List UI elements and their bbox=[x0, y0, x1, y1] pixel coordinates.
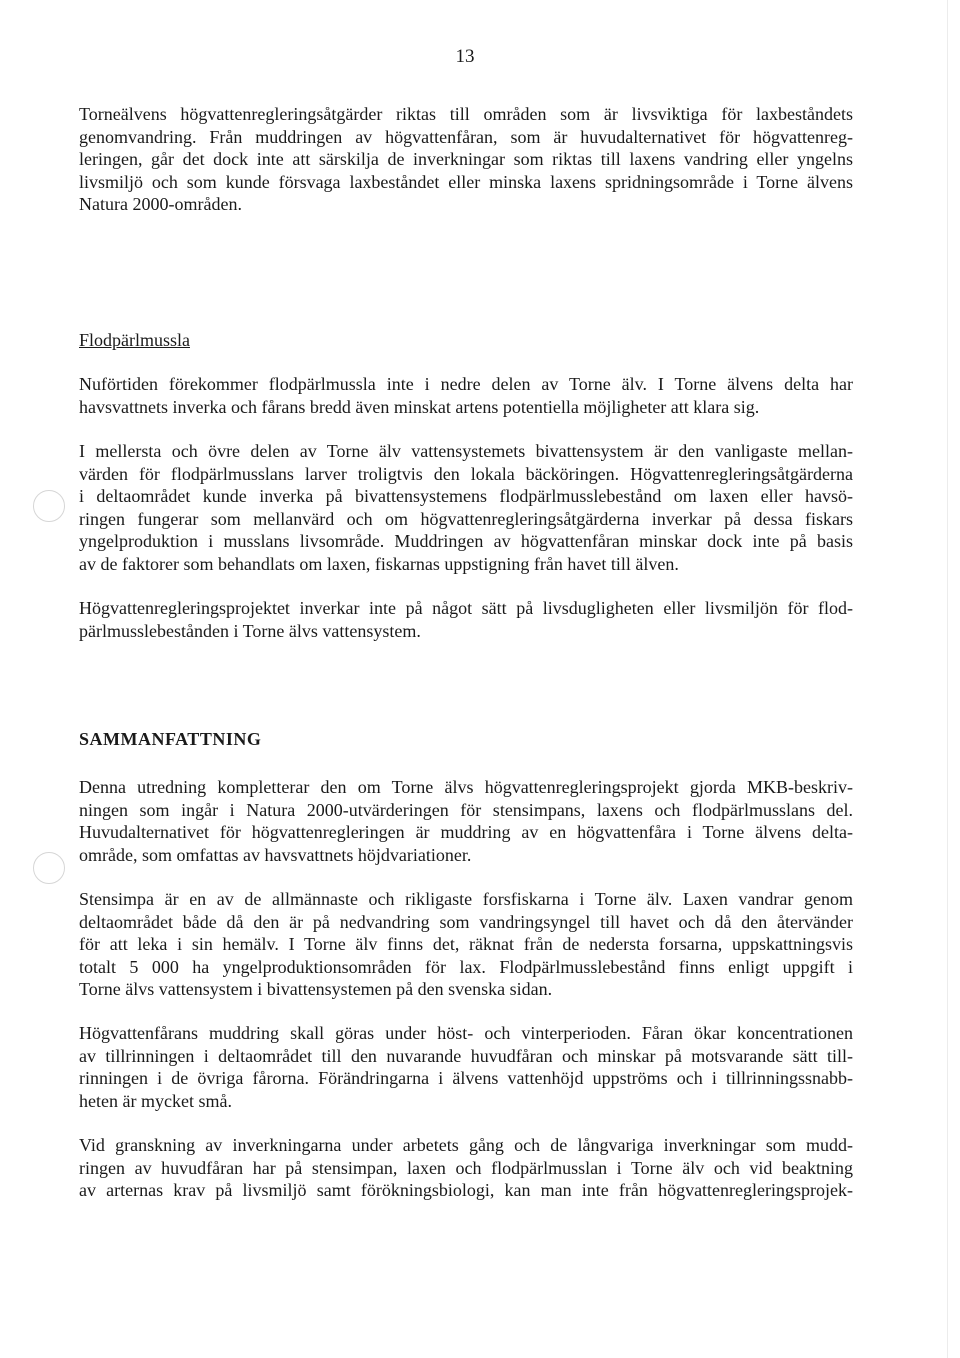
paragraph-laxbestandet bbox=[79, 103, 853, 216]
text-line: yngelproduktion i musslans livsområde. Muddringen av högvattenfåran minskar dock inte på basis bbox=[79, 531, 853, 551]
text-line: totalt 5 000 ha yngelproduktionsområden för lax. Flodpärlmusslebestånd finns enligt uppgift i bbox=[79, 956, 853, 977]
text-line: av arternas krav på livsmiljö samt förökningsbiologi, kan man inte från högvattenregleringsprojek- bbox=[79, 1180, 853, 1200]
text-line: Högvattenfårans muddring skall göras under höst- och vinterperioden. Fåran ökar koncentrationen bbox=[79, 1023, 853, 1043]
section-heading-sammanfattning: SAMMANFATTNING bbox=[79, 729, 262, 749]
text-line: ningen som ingår i Natura 2000-utvärderingen för stensimpans, laxens och flodpärlmusslans del. bbox=[79, 799, 853, 820]
text-line: livsmiljö och som kunde försvaga laxbeståndet eller minska laxens spridningsområde i Torne älvens bbox=[79, 171, 853, 192]
text-line: I mellersta och övre delen av Torne älv vattensystemets bivattensystem är den vanligaste mellan- bbox=[79, 441, 853, 461]
text-line: Denna utredning kompletterar den om Torne älvs högvattenregleringsprojekt gjorda MKB-beskriv- bbox=[79, 777, 853, 797]
text-line: deltaområdet både då den är på nedvandring som vandringsyngel till havet och då den återvänder bbox=[79, 911, 853, 932]
text-line: Vid granskning av inverkningarna under arbetets gång och de långvariga inverkningar som mudd- bbox=[79, 1135, 853, 1155]
text-line: heten är mycket små. bbox=[79, 1090, 232, 1111]
section-heading-flodparlmussla: Flodpärlmussla bbox=[79, 330, 190, 350]
text-line: Huvudalternativet för högvattenregleringen är muddring av en högvattenfåra i Torne älvens delta- bbox=[79, 822, 853, 842]
text-line: ringen av huvudfåran har på stensimpan, laxen och flodpärlmusslan i Torne älv och vid beaktning bbox=[79, 1157, 853, 1178]
punch-hole-mark bbox=[33, 490, 65, 522]
text-line: Stensimpa är en av de allmännaste och rikligaste forsfiskarna i Torne älv. Laxen vandrar genom bbox=[79, 889, 853, 909]
text-line: Torneälvens högvattenregleringsåtgärder riktas till områden som är livsviktiga för laxbeståndets bbox=[79, 104, 853, 124]
text-line: genomvandring. Från muddringen av högvattenfåran, som är huvudalternativet för högvattenreg- bbox=[79, 126, 853, 147]
scan-edge-line bbox=[947, 0, 948, 1358]
text-line: Torne älvs vattensystem i bivattensystemen på den svenska sidan. bbox=[79, 979, 553, 999]
text-line: av de faktorer som behandlats om laxen, fiskarnas uppstigning från havet till älven. bbox=[79, 553, 679, 574]
text-line: pärlmusslebestånden i Torne älvs vattensystem. bbox=[79, 620, 421, 641]
punch-hole-mark bbox=[33, 852, 65, 884]
paragraph-stensimpa bbox=[79, 888, 853, 1001]
text-line: rinningen i de övriga fårorna. Förändringarna i älvens vattenhöjd uppströms och i tillrinningssnabb- bbox=[79, 1068, 853, 1088]
text-line: Natura 2000-områden. bbox=[79, 194, 242, 214]
text-line: för att leka i sin hemälv. I Torne älv finns det, räknat från de nedersta forsarna, uppskattningsvis bbox=[79, 934, 853, 954]
text-line: Nuförtiden förekommer flodpärlmussla inte i nedre delen av Torne älv. I Torne älvens delta har bbox=[79, 374, 853, 394]
text-line: värden för flodpärlmusslans larver troligtvis den lokala bäcköringen. Högvattenregleringsåtgärderna bbox=[79, 463, 853, 484]
text-line: Högvattenregleringsprojektet inverkar inte på något sätt på livsdugligheten eller livsmiljön för flod- bbox=[79, 598, 853, 618]
text-line: leringen, går det dock inte att särskilja de inverkningar som riktas till laxens vandring eller yngelns bbox=[79, 149, 853, 169]
text-line: havsvattnets inverka och fårans bredd även minskat artens potentiella möjligheter att klara sig. bbox=[79, 396, 760, 417]
text-line: i deltaområdet kunde inverka på bivattensystemens flodpärlmusslebestånd om laxen eller havsö- bbox=[79, 486, 853, 506]
paragraph-muddring bbox=[79, 1022, 853, 1112]
paragraph-utredning bbox=[79, 776, 853, 866]
paragraph-mellersta bbox=[79, 440, 853, 575]
page-number: 13 bbox=[455, 46, 475, 67]
paragraph-nufortiden bbox=[79, 373, 853, 418]
text-line: ringen fungerar som mellanvärd och om högvattenregleringsåtgärderna inverkar på dessa fiskars bbox=[79, 508, 853, 529]
paragraph-projektet bbox=[79, 597, 853, 642]
text-line: område, som omfattas av havsvattnets höjdvariationer. bbox=[79, 844, 472, 865]
text-line: av tillrinningen i deltaområdet till den nuvarande huvudfåran och minskar på motsvarande sätt till- bbox=[79, 1045, 853, 1066]
paragraph-granskning bbox=[79, 1134, 853, 1202]
